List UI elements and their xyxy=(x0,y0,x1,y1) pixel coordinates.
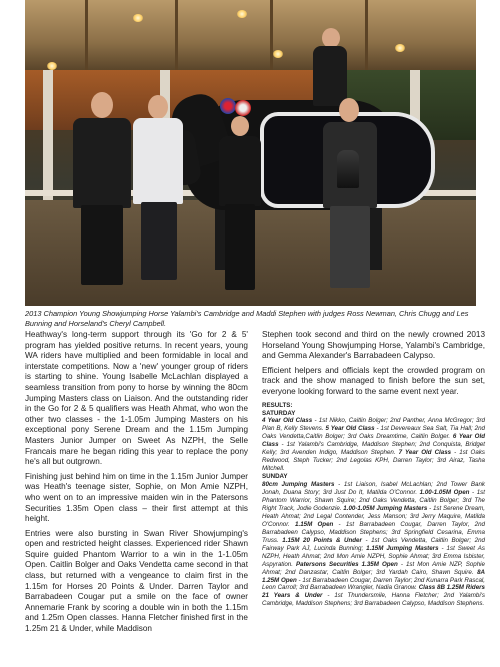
results-list xyxy=(262,402,485,609)
rider-head xyxy=(322,28,340,48)
result-class: 1.15M 20 Points & Under xyxy=(282,536,362,544)
judge-head xyxy=(339,98,359,122)
trophy xyxy=(337,150,359,188)
result-placings: - 1st Barrabadeen Cougar, Darren Taylor; 2nd Kunarra Park Rascal, Leon Carroll; 3rd Barrabadeen Wrangler, Nadia Granow. xyxy=(262,576,485,592)
arena-light xyxy=(47,62,57,70)
result-class: 8A 1.25M Open xyxy=(262,568,485,584)
saturday-heading: SATURDAY xyxy=(262,409,296,417)
representative-legs xyxy=(225,204,255,290)
result-placings: - 1st Sweet As NZPH, Heath Ahmat; 2nd Mon Amie NZPH, Sophie Ahmat; 3rd Emma Isbister, Aspyration. xyxy=(262,544,485,568)
judge-head xyxy=(148,95,168,119)
photo-caption: 2013 Champion Young Showjumping Horse Yalambi's Cambridge and Maddi Stephen with judges Ross Newman, Chris Chugg and Les Bunning and Horseland's Cheryl Campbell. xyxy=(25,309,469,328)
arena-light xyxy=(133,14,143,22)
result-class: 1.00-1.05M Open xyxy=(419,489,470,497)
result-class: 5 Year Old Class xyxy=(325,425,375,433)
result-placings: - 1st Thundersmile, Hanna Fletcher; 2nd Yalambi's Cambridge, Maddison Stephens; 3rd Barrabadeen Calypso, Maddison Stephens. xyxy=(262,592,485,608)
article-paragraph: Heathway's long-term support through its 'Go for 2 & 5' program has yielded positive returns. In recent years, young WA riders have multiplied and been formidable in local and interstate competitions. Now a 'new' younger group of riders is starting to shine. Young Isabelle McLachlan displayed a seamless transition from pony to horse by winning the 80cm Jumping Masters class on Liaison. And the outstanding rider in the Go for 2 & 5 qualifiers was Heath Ahmat, who won the other two classes - the 1-1.05m Jumping Masters on his exceptional pony Serene Dream and the 1.15m Jumping Masters Junior Jumper on Sweet As NZPH, the Selle Francais mare he began riding this year to replace the pony he's all but outgrown. xyxy=(25,330,248,467)
judge-legs xyxy=(141,202,177,280)
roof-beam xyxy=(365,0,368,70)
result-class: Class 8B 1.25M Riders 21 Years & Under xyxy=(262,584,485,600)
result-placings: - 1st Mon Amie NZP, Sophie Ahmat; 2nd Danzastar, Caitlin Bolger; 3rd Yardah Cairo, Shawn Squire. xyxy=(262,560,485,576)
result-class: 6 Year Old Class xyxy=(262,433,485,449)
result-placings: - 1st Yalambi's Cambridge, Maddison Stephen; 2nd Conquista, Bridget Kelly; 3rd Avenden Indigo, Maddison Stephen. xyxy=(262,441,485,457)
saturday-results xyxy=(262,417,485,472)
article-paragraph: Stephen took second and third on the newly crowned 2013 Horseland Young Showjumping Horse, Yalambi's Cambridge, and Gemma Alexander's Barrabadeen Calypso. xyxy=(262,330,485,361)
rosette xyxy=(235,100,251,116)
event-photo xyxy=(25,0,476,306)
result-class: 7 Year Old Class xyxy=(398,449,452,457)
roof-beam xyxy=(85,0,88,70)
representative-jacket xyxy=(219,136,261,206)
result-placings: - 1st Barrabadeen Cougar, Darren Taylor, 2nd Barrabadeen Calypso, Maddison Stephens; 3rd Springfield Cesarina, Emma Truss. xyxy=(262,520,485,544)
article-paragraph: Entries were also bursting in Swan River Showjumping's open and restricted height classes. Experienced rider Shawn Squire guided Phantom Warrior to a win in the 1-1.05m Open. Caitlin Bolger and Oaks Vendetta came second in that class, but returned with a vengeance to claim first in the 1.15m for Horses 20 Points & Under. Darren Taylor and Barrabadeen Cougar put a smile on the face of owner Annemarie Frank by scoring a double win in both the 1.15m and 1.25m Open classes. Hanna Fletcher finished first in the 1.25m 21 & Under, while Maddison xyxy=(25,528,248,634)
article-left-column xyxy=(25,330,248,639)
sunday-heading: SUNDAY xyxy=(262,473,288,481)
judge-shirt xyxy=(133,118,183,204)
result-placings: - 1st Nikko, Caitlin Bolger; 2nd Panther, Anna McGregor; 3rd Plan B, Kelly Stevens. xyxy=(262,417,485,433)
result-class: 1.00-1.05M Jumping Masters xyxy=(343,504,428,512)
result-placings: - 1st Serene Dream, Heath Ahmat; 2nd Legal Contender, Jess Manson; 3rd Jerry Maquire, Matilda O'Connor. xyxy=(262,504,485,528)
result-placings: - 1st Oaks Redwood, Steph Tucker; 2nd Legolas KPH, Darren Taylor; 3rd Airaz, Tasha Mitchell. xyxy=(262,449,486,473)
results-heading: RESULTS: xyxy=(262,401,293,409)
roof-beam xyxy=(270,0,273,70)
representative-head xyxy=(231,116,249,136)
result-class: Patersons Securities 1.35M Open xyxy=(296,560,398,568)
sunday-results xyxy=(262,481,485,607)
judge-jacket xyxy=(73,118,131,208)
result-placings: - 1st Liaison, Isabel McLachlan; 2nd Tower Bank Jonah, Duana Story; 3rd Just Do It, Matilda O'Connor. xyxy=(262,481,485,497)
result-class: 80cm Jumping Masters xyxy=(262,481,335,489)
arena-light xyxy=(237,10,247,18)
arena-light xyxy=(273,50,283,58)
result-placings: - 1st Oaks Vendetta, Caitlin Bolger; 2nd Fairway Park AJ, Lucinda Bunning; xyxy=(262,536,485,552)
result-placings: - 1st Devereaux Sea Salt, Tia Hall; 2nd Oaks Vendetta,Caitlin Bolger; 3rd Oaks Dreamtime, Caitlin Bolger. xyxy=(262,425,485,441)
judge-legs xyxy=(330,206,370,288)
arena-light xyxy=(395,44,405,52)
rosette xyxy=(220,98,236,114)
result-class: 1.15M Open xyxy=(295,520,334,528)
article-right-column xyxy=(262,330,485,608)
rider-jacket xyxy=(313,46,347,106)
judge-head xyxy=(91,92,113,118)
judge-legs xyxy=(81,205,123,285)
article-paragraph: Efficient helpers and officials kept the crowded program on track and the show managed to finish before the sun set, everyone looking forward to the same event next year. xyxy=(262,365,485,396)
result-placings: - 1st Phantom Warrior, Shawn Squire; 2nd Oaks Vendetta, Caitlin Bolger; 3rd The Right Track, Jodie Godenzie. xyxy=(262,489,485,512)
article-paragraph: Finishing just behind him on time in the 1.15m Junior Jumper was Heath's teenage sister, Sophie, on Mon Amie NZPH, who went on to an impressive maiden win in the Patersons Securities 1.35m Open class – their first attempt at this height. xyxy=(25,471,248,524)
arena-roof xyxy=(25,0,476,70)
result-class: 1.15M Jumping Masters xyxy=(366,544,439,552)
result-class: 4 Year Old Class xyxy=(262,417,313,425)
roof-beam xyxy=(175,0,178,70)
